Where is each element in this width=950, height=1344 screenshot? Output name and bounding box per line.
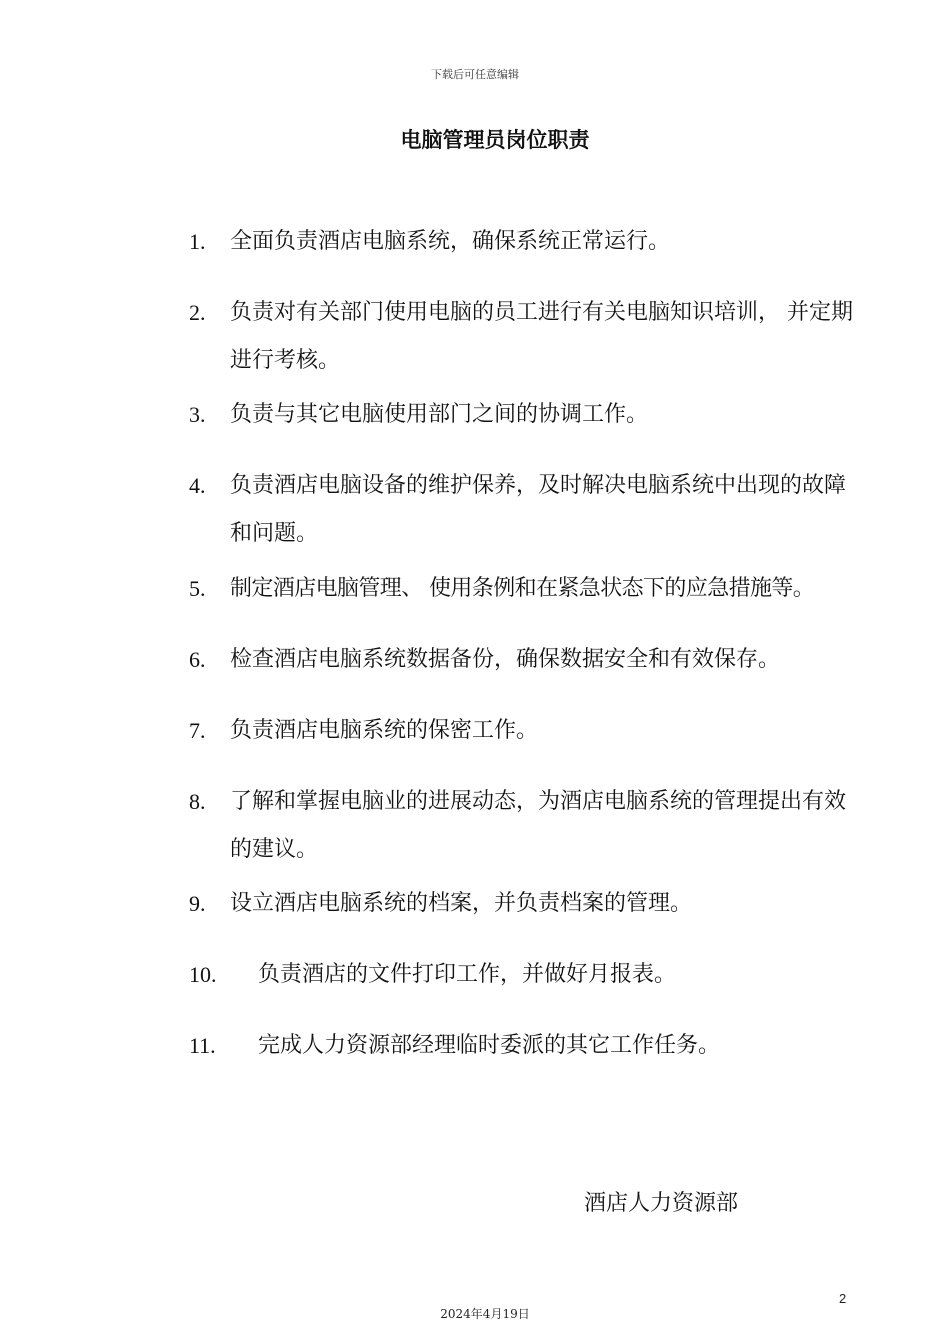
page-title: 电脑管理员岗位职责 [400,128,590,152]
duty-number: 3. [189,402,206,427]
duty-number: 4. [189,473,206,498]
duty-text: 制定酒店电脑管理、 使用条例和在紧急状态下的应急措施等。 [230,576,815,601]
page-number: 2 [839,1291,847,1306]
duty-number: 1. [189,229,206,254]
duty-number: 7. [189,718,206,743]
duty-text: 设立酒店电脑系统的档案，并负责档案的管理。 [230,891,693,916]
header-note: 下载后可任意编辑 [431,68,519,81]
duty-number: 9. [189,891,206,916]
duty-number: 10. [189,962,217,987]
duty-text: 了解和掌握电脑业的进展动态，为酒店电脑系统的管理提出有效的建议。 [230,789,847,862]
duty-text: 负责与其它电脑使用部门之间的协调工作。 [230,402,649,427]
duty-text: 负责酒店电脑设备的维护保养，及时解决电脑系统中出现的故障和问题。 [230,473,847,546]
duty-number: 6. [189,647,206,672]
signature-department: 酒店人力资源部 [584,1191,739,1216]
duty-text: 负责酒店电脑系统的保密工作。 [230,718,539,743]
duty-number: 11. [189,1033,216,1058]
duty-number: 2. [189,300,206,325]
duty-text: 检查酒店电脑系统数据备份，确保数据安全和有效保存。 [230,647,781,672]
duty-number: 8. [189,789,206,814]
duty-text: 负责酒店的文件打印工作，并做好月报表。 [258,962,677,987]
footer-date: 2024年4月19日 [440,1307,530,1321]
duty-number: 5. [189,576,206,601]
duty-text: 负责对有关部门使用电脑的员工进行有关电脑知识培训， 并定期进行考核。 [230,300,853,373]
duty-text: 全面负责酒店电脑系统，确保系统正常运行。 [230,229,671,254]
duty-text: 完成人力资源部经理临时委派的其它工作任务。 [258,1033,721,1058]
